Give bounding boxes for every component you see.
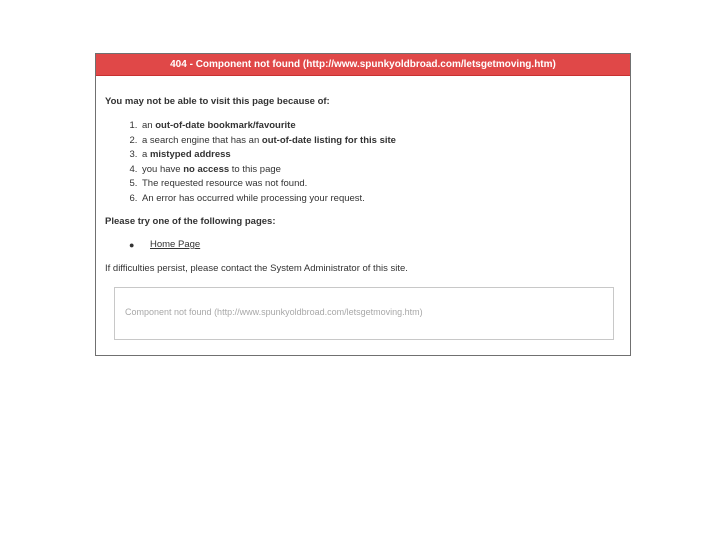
error-box — [95, 53, 631, 356]
page-list-item — [129, 238, 621, 252]
reason-item: 6. An error has occurred while processing your request. — [140, 192, 621, 207]
reason-item: 5. The requested resource was not found. — [140, 177, 621, 192]
home-page-link[interactable]: Home Page — [150, 239, 201, 250]
reason-item: 2. a search engine that has an out-of-date listing for this site — [140, 134, 621, 149]
reason-item: 4. you have no access to this page — [140, 163, 621, 178]
error-message-box — [114, 287, 614, 340]
pages-heading: Please try one of the following pages: — [105, 216, 276, 227]
reasons-heading: You may not be able to visit this page because of: — [105, 96, 330, 107]
reason-item: 3. a mistyped address — [140, 148, 621, 163]
reason-item: 1. an out-of-date bookmark/favourite — [140, 119, 621, 134]
error-title: 404 - Component not found (http://www.spunkyoldbroad.com/letsgetmoving.htm) — [96, 54, 630, 76]
error-message: Component not found (http://www.spunkyoldbroad.com/letsgetmoving.htm) — [125, 307, 423, 317]
bullet-icon: ● — [129, 240, 135, 250]
error-body — [96, 76, 630, 276]
pages-list — [105, 238, 621, 252]
reasons-list — [105, 119, 621, 206]
contact-text: If difficulties persist, please contact the System Administrator of this site. — [105, 263, 408, 274]
